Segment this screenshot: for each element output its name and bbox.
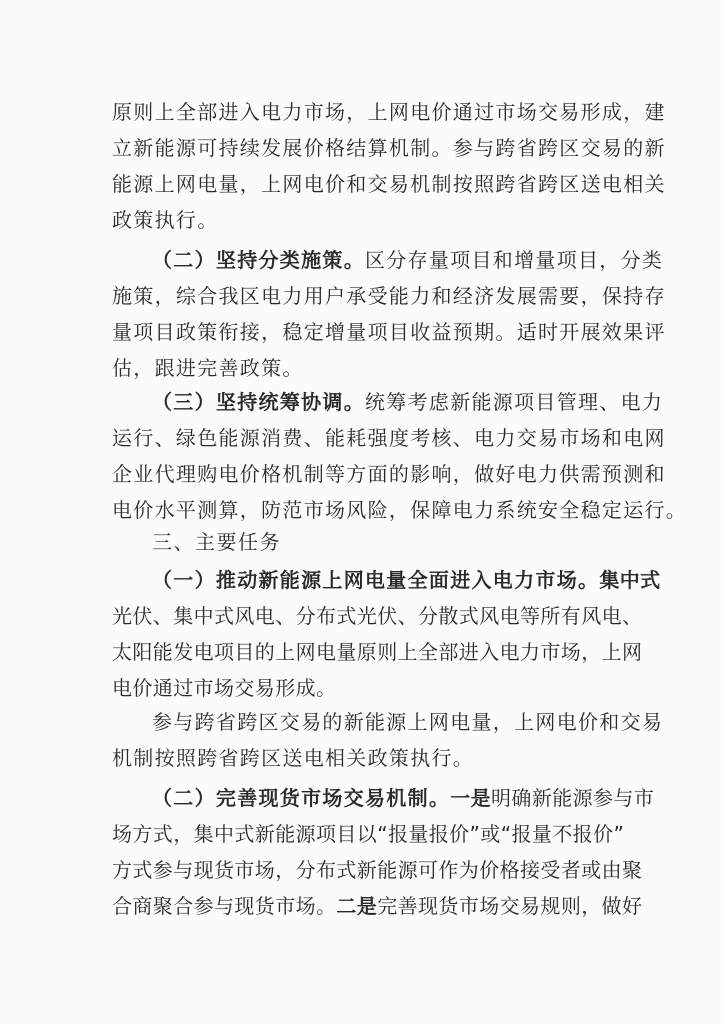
para1-line: 能源上网电量，上网电价和交易机制按照跨省跨区送电相关 — [112, 172, 666, 196]
task1-p2-line: 机制按照跨省跨区送电相关政策执行。 — [112, 746, 475, 770]
task2-text: 明确新能源参与市 — [491, 786, 655, 810]
task1-heading: （一）推动新能源上网电量全面进入电力市场。 — [152, 568, 600, 592]
para3-line: 电价水平测算，防范市场风险，保障电力系统安全稳定运行。 — [112, 498, 688, 522]
task2-second-point-label: 二是 — [336, 894, 378, 918]
task2-line — [112, 888, 643, 924]
task2-line — [152, 780, 655, 816]
para3-line: 运行、绿色能源消费、能耗强度考核、电力交易市场和电网 — [112, 426, 666, 450]
para2-line: 量项目政策衔接，稳定增量项目收益预期。适时开展效果评 — [112, 320, 666, 344]
task2-line: 方式参与现货市场，分布式新能源可作为价格接受者或由聚 — [112, 858, 643, 882]
section-heading: 三、主要任务 — [152, 530, 281, 554]
para1-line: 政策执行。 — [112, 208, 219, 232]
task1-p2-line: 参与跨省跨区交易的新能源上网电量，上网电价和交易 — [152, 710, 664, 734]
para2-heading: （二）坚持分类施策。 — [152, 248, 365, 272]
para1-line: 立新能源可持续发展价格结算机制。参与跨省跨区交易的新 — [112, 136, 666, 160]
task1-text: 集中式 — [599, 568, 661, 592]
task1-line: 光伏、集中式风电、分布式光伏、分散式风电等所有风电、 — [112, 604, 643, 628]
para2-line: 施策，综合我区电力用户承受能力和经济发展需要，保持存 — [112, 284, 666, 308]
task1-line: 电价通过市场交易形成。 — [112, 676, 337, 700]
task1-line: 太阳能发电项目的上网电量原则上全部进入电力市场，上网 — [112, 640, 643, 664]
para2-line — [152, 242, 664, 278]
task2-first-point-label: 一是 — [450, 786, 492, 810]
para3-heading: （三）坚持统筹协调。 — [152, 390, 365, 414]
task2-line: 场方式，集中式新能源项目以“报量报价”或“报量不报价” — [112, 822, 625, 846]
para3-line: 企业代理购电价格机制等方面的影响，做好电力供需预测和 — [112, 462, 666, 486]
task1-line — [152, 562, 661, 598]
task2-heading: （二）完善现货市场交易机制。 — [152, 786, 451, 810]
task2-text: 完善现货市场交易规则，做好 — [377, 894, 643, 918]
para3-line — [152, 384, 664, 420]
para2-line: 估，跟进完善政策。 — [112, 356, 304, 380]
para1-line: 原则上全部进入电力市场，上网电价通过市场交易形成，建 — [112, 100, 666, 124]
task2-text: 合商聚合参与现货市场。 — [112, 894, 337, 918]
para3-text: 统筹考虑新能源项目管理、电力 — [365, 390, 664, 414]
para2-text: 区分存量项目和增量项目，分类 — [365, 248, 664, 272]
